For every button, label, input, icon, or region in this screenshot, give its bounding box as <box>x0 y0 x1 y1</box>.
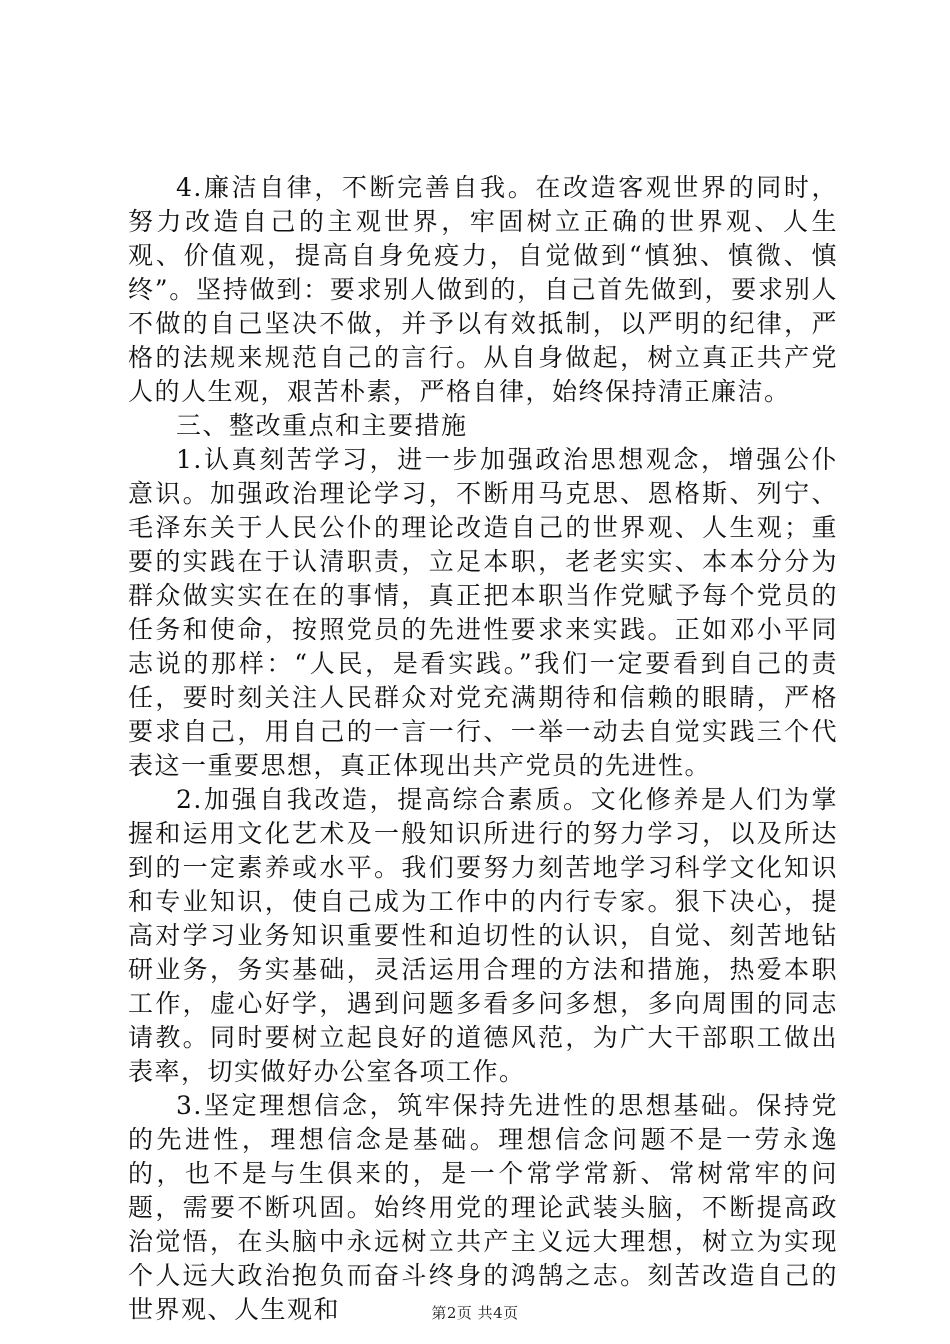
paragraph-measure-2-self-improvement: 2.加强自我改造，提高综合素质。文化修养是人们为掌握和运用文化艺术及一般知识所进行的努力学习，以及所达到的一定素养或水平。我们要努力刻苦地学习科学文化知识和专业知识，使自己成为工作中的内行专家。狠下决心，提高对学习业务知识重要性和迫切性的认识，自觉、刻苦地钻研业务，务实基础，灵活运用合理的方法和措施，热爱本职工作，虚心好学，遇到问题多看多问多想，多向周围的同志请教。同时要树立起良好的道德风范，为广大干部职工做出表率，切实做好办公室各项工作。 <box>128 785 838 1086</box>
section-heading-rectification-measures: 三、整改重点和主要措施 <box>176 411 468 440</box>
paragraph-integrity-self-discipline: 4.廉洁自律，不断完善自我。在改造客观世界的同时，努力改造自己的主观世界，牢固树立正确的世界观、人生观、价值观，提高自身免疫力，自觉做到“慎独、慎微、慎终”。坚持做到：要求别人做到的，自己首先做到，要求别人不做的自己坚决不做，并予以有效抵制，以严明的纪律，严格的法规来规范自己的言行。从自身做起，树立真正共产党人的人生观，艰苦朴素，严格自律，始终保持清正廉洁。 <box>128 173 838 406</box>
page-footer-number: 第2页 共4页 <box>431 1304 519 1322</box>
paragraph-measure-1-study: 1.认真刻苦学习，进一步加强政治思想观念，增强公仆意识。加强政治理论学习，不断用马克思、恩格斯、列宁、毛泽东关于人民公仆的理论改造自己的世界观、人生观；重要的实践在于认清职责，立足本职，老老实实、本本分分为群众做实实在在的事情，真正把本职当作党赋予每个党员的任务和使命，按照党员的先进性要求来实践。正如邓小平同志说的那样：“人民，是看实践。”我们一定要看到自己的责任，要时刻关注人民群众对党充满期待和信赖的眼睛，严格要求自己，用自己的一言一行、一举一动去自觉实践三个代表这一重要思想，真正体现出共产党员的先进性。 <box>128 445 838 780</box>
document-body <box>128 171 838 1327</box>
paragraph-measure-3-ideals: 3.坚定理想信念，筑牢保持先进性的思想基础。保持党的先进性，理想信念是基础。理想信念问题不是一劳永逸的，也不是与生俱来的，是一个常学常新、常树常牢的问题，需要不断巩固。始终用党的理论武装头脑，不断提高政治觉悟，在头脑中永远树立共产主义远大理想，树立为实现个人远大政治抱负而奋斗终身的鸿鹄之志。刻苦改造自己的世界观、人生观和 <box>128 1091 838 1324</box>
